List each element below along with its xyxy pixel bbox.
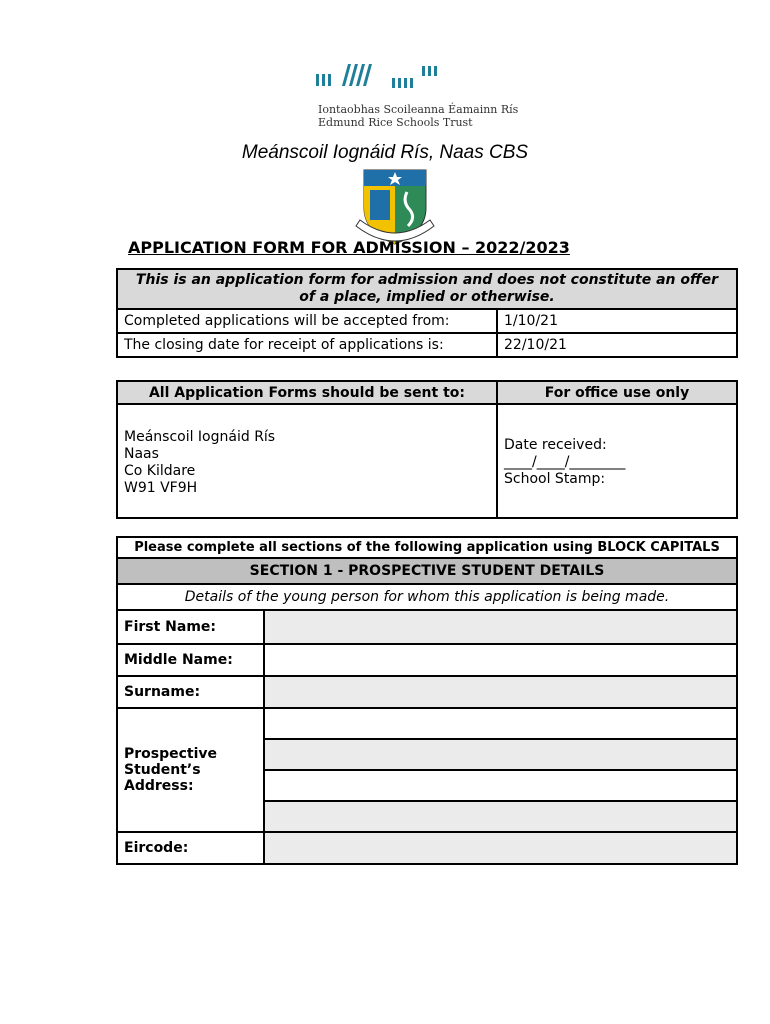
accept-from-value: 1/10/21 [497, 309, 737, 333]
school-address [117, 404, 497, 518]
address-field-line-2[interactable] [264, 739, 737, 770]
intro-table [116, 268, 738, 358]
erst-logo-bars [316, 64, 446, 96]
surname-label: Surname: [117, 676, 264, 708]
surname-field[interactable] [264, 676, 737, 708]
closing-date-value: 22/10/21 [497, 333, 737, 357]
closing-date-label: The closing date for receipt of applications is: [117, 333, 497, 357]
accept-from-label: Completed applications will be accepted from: [117, 309, 497, 333]
date-received-blank: ____/____/________ [504, 454, 626, 470]
middle-name-label: Middle Name: [117, 644, 264, 676]
send-to-header: All Application Forms should be sent to: [117, 381, 497, 404]
office-use-header: For office use only [497, 381, 737, 404]
trust-name-irish: Iontaobhas Scoileanna Éamainn Rís [318, 103, 519, 116]
address-line: Co Kildare [124, 463, 196, 479]
address-label: Prospective Student’s Address: [117, 708, 264, 832]
address-line: W91 VF9H [124, 480, 198, 496]
first-name-label: First Name: [117, 610, 264, 644]
eircode-label: Eircode: [117, 832, 264, 864]
address-line: Naas [124, 446, 159, 462]
address-table [116, 380, 738, 519]
address-line: Meánscoil Iognáid Rís [124, 429, 276, 445]
form-title: APPLICATION FORM FOR ADMISSION – 2022/2023 [128, 238, 570, 257]
trust-name-english: Edmund Rice Schools Trust [318, 116, 473, 129]
first-name-field[interactable] [264, 610, 737, 644]
block-capitals-instruction: Please complete all sections of the following application using BLOCK CAPITALS [117, 537, 737, 558]
middle-name-field[interactable] [264, 644, 737, 676]
section-1-table [116, 536, 738, 865]
date-received-label: Date received: [504, 437, 607, 453]
section-1-description: Details of the young person for whom this application is being made. [117, 584, 737, 610]
address-field-line-3[interactable] [264, 770, 737, 801]
address-field-line-4[interactable] [264, 801, 737, 832]
school-name: Meánscoil Iognáid Rís, Naas CBS [241, 142, 529, 163]
disclaimer-text: This is an application form for admission and does not constitute an offer of a place, implied or otherwise. [117, 269, 737, 309]
school-stamp-label: School Stamp: [504, 471, 606, 487]
address-field-line-1[interactable] [264, 708, 737, 739]
section-1-title: SECTION 1 - PROSPECTIVE STUDENT DETAILS [117, 558, 737, 584]
eircode-field[interactable] [264, 832, 737, 864]
office-use-box [497, 404, 737, 518]
